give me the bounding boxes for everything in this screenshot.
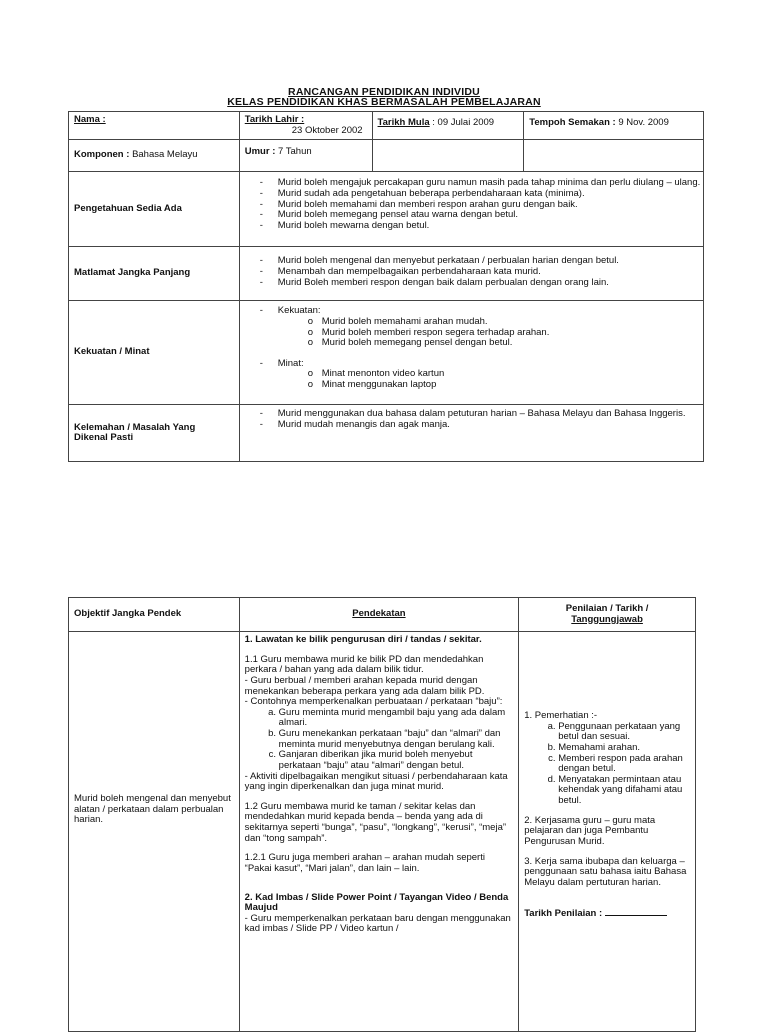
- pengetahuan-list: [240, 178, 703, 231]
- kekuatan-content: [239, 301, 703, 405]
- evaluation-item: 3. Kerja sama ibubapa dan keluarga – penggunaan satu bahasa iaitu Bahasa Melayu dalam pertuturan harian.: [524, 855, 687, 888]
- kekuatan-sublist: [278, 317, 703, 349]
- approach-paragraph: - Guru berbual / memberi arahan kepada murid dengan menekankan beberapa perkara yang ada dalam bilik PD.: [244, 674, 485, 697]
- tempoh-value: 9 Nov. 2009: [618, 117, 669, 128]
- approach-paragraph: 1.2.1 Guru juga memberi arahan – arahan mudah seperti “Pakai kasut”, “Mari jalan”, dan lain – lain.: [244, 852, 485, 874]
- matlamat-label: Matlamat Jangka Panjang: [69, 247, 240, 301]
- empty-cell: [372, 140, 524, 172]
- minat-heading: [278, 359, 703, 391]
- pengetahuan-content: [239, 172, 703, 247]
- list-item: - Murid boleh memahami dan memberi respon arahan guru dengan baik.: [278, 200, 703, 211]
- kekuatan-list: [240, 306, 703, 390]
- list-item: d. Menyatakan permintaan atau kehendak yang difahami atau betul.: [558, 775, 690, 807]
- umur-cell: [239, 140, 372, 172]
- kelemahan-content: [239, 405, 703, 462]
- list-item: - Murid sudah ada pengetahuan beberapa perbendaharaan kata (minima).: [278, 189, 703, 200]
- umur-label: Umur :: [244, 146, 276, 158]
- col-header-penilaian: [519, 598, 696, 632]
- list-item: b. Memahami arahan.: [558, 743, 690, 754]
- evaluation-cell: [519, 632, 696, 1032]
- evaluation-item: 1. Pemerhatian :-: [524, 710, 598, 721]
- plan-table: [68, 597, 696, 1032]
- list-item: b. Guru menekankan perkataan “baju” dan “almari” dan meminta murid menyebutnya dengan berulang kali.: [279, 729, 514, 750]
- list-item: - Murid boleh mengajuk percakapan guru namun masih pada tahap minima dan perlu diulang – ulang.: [278, 178, 703, 189]
- evaluation-list: [524, 722, 690, 807]
- objective-cell: [69, 632, 240, 1032]
- evaluation-item: 2. Kerjasama guru – guru mata pelajaran dan juga Pembantu Pengurusan Murid.: [524, 814, 656, 847]
- kekuatan-heading-text: Kekuatan:: [277, 305, 321, 317]
- list-item: - Murid boleh mewarna dengan betul.: [278, 221, 703, 232]
- umur-value: 7 Tahun: [278, 146, 312, 158]
- col-header-penilaian-line: Penilaian / Tarikh /: [565, 602, 649, 614]
- tarikh-lahir-value: 23 Oktober 2002: [291, 124, 363, 136]
- approach-paragraph: - Aktiviti dipelbagaikan mengikut situasi / perbendaharaan kata yang ingin diperkenalkan dan juga minat murid.: [244, 770, 508, 793]
- tarikh-lahir-cell: [239, 112, 372, 140]
- nama-cell: [69, 112, 240, 140]
- minat-heading-text: Minat:: [277, 357, 304, 369]
- kekuatan-heading: [278, 306, 703, 349]
- minat-sublist: [278, 369, 703, 390]
- approach-cell: [239, 632, 519, 1032]
- kelemahan-label: [69, 405, 240, 462]
- komponen-label: Komponen :: [74, 149, 130, 161]
- student-profile-table: [68, 111, 704, 462]
- list-item: c. Ganjaran diberikan jika murid boleh menyebut perkataan “baju” atau “almari” dengan betul.: [279, 750, 514, 771]
- col-header-objektif: Objektif Jangka Pendek: [69, 598, 240, 632]
- approach-heading: 1. Lawatan ke bilik pengurusan diri / tandas / sekitar.: [244, 634, 482, 645]
- tarikh-mula-cell: [372, 112, 524, 140]
- tempoh-label: Tempoh Semakan :: [529, 117, 616, 128]
- tarikh-mula-label: Tarikh Mula: [377, 117, 430, 128]
- kelemahan-list: [240, 409, 703, 430]
- objective-text: Murid boleh mengenal dan menyebut alatan / perkataan dalam perbualan harian.: [74, 793, 231, 826]
- list-item: c. Memberi respon pada arahan dengan betul.: [558, 754, 690, 775]
- list-item: - Menambah dan mempelbagaikan perbendaharaan kata murid.: [278, 267, 703, 278]
- list-item: - Murid boleh mengenal dan menyebut perkataan / perbualan harian dengan betul.: [278, 256, 703, 267]
- approach-heading: 2. Kad Imbas / Slide Power Point / Tayangan Video / Benda Maujud: [244, 891, 509, 914]
- matlamat-content: [239, 247, 703, 301]
- list-item: a. Guru meminta murid mengambil baju yang ada dalam almari.: [279, 708, 514, 729]
- doc-subtitle: KELAS PENDIDIKAN KHAS BERMASALAH PEMBELAJARAN: [227, 96, 541, 108]
- col-header-penilaian-line: Tanggungjawab: [571, 613, 643, 625]
- col-header-pendekatan-text: Pendekatan: [352, 608, 406, 620]
- list-item: - Murid mudah menangis dan agak manja.: [278, 420, 703, 431]
- list-item: o Murid boleh memegang pensel dengan betul.: [322, 338, 703, 349]
- tempoh-cell: [524, 112, 704, 140]
- komponen-value: Bahasa Melayu: [132, 149, 198, 161]
- komponen-cell: [69, 140, 240, 172]
- list-item: o Murid boleh memberi respon segera terhadap arahan.: [322, 328, 703, 339]
- list-item: o Murid boleh memahami arahan mudah.: [322, 317, 703, 328]
- kelemahan-label-line: Dikenal Pasti: [74, 432, 134, 444]
- list-item: - Murid Boleh memberi respon dengan baik dalam perbualan dengan orang lain.: [278, 278, 703, 289]
- tarikh-penilaian-label: Tarikh Penilaian :: [524, 908, 603, 920]
- tarikh-mula-value: : 09 Julai 2009: [432, 117, 495, 128]
- list-item: - Murid menggunakan dua bahasa dalam petuturan harian – Bahasa Melayu dan Bahasa Inggeris.: [278, 409, 703, 420]
- doc-title: RANCANGAN PENDIDIKAN INDIVIDU: [288, 86, 480, 98]
- approach-paragraph: 1.2 Guru membawa murid ke taman / sekitar kelas dan mendedahkan murid kepada benda – benda yang ada di sekitarnya seperti “bunga”, “pasu”, “longkang”, “kerusi”, “meja” dan “tong sampah”.: [244, 800, 507, 844]
- matlamat-list: [240, 256, 703, 288]
- tarikh-penilaian: [524, 906, 690, 920]
- kekuatan-label: Kekuatan / Minat: [69, 301, 240, 405]
- col-header-pendekatan: [239, 598, 519, 632]
- list-item: o Minat menonton video kartun: [322, 369, 703, 380]
- list-item: o Minat menggunakan laptop: [322, 380, 703, 391]
- list-item: a. Penggunaan perkataan yang betul dan sesuai.: [558, 722, 690, 743]
- kelemahan-label-line: Kelemahan / Masalah Yang: [74, 421, 196, 433]
- pengetahuan-label: Pengetahuan Sedia Ada: [69, 172, 240, 247]
- nama-label: Nama :: [74, 114, 106, 125]
- approach-paragraph: - Contohnya memperkenalkan perbuataan / perkataan “baju”:: [244, 696, 503, 708]
- approach-paragraph: - Guru memperkenalkan perkataan baru dengan menggunakan kad imbas / Slide PP / Video kartun /: [244, 912, 511, 935]
- approach-paragraph: 1.1 Guru membawa murid ke bilik PD dan mendedahkan perkara / bahan yang ada dalam bilik tidur.: [244, 653, 484, 676]
- empty-cell: [524, 140, 704, 172]
- approach-list: [245, 708, 514, 772]
- tarikh-lahir-label: Tarikh Lahir :: [244, 114, 305, 125]
- list-item: - Murid boleh memegang pensel atau warna dengan betul.: [278, 210, 703, 221]
- tarikh-penilaian-blank: [605, 906, 667, 916]
